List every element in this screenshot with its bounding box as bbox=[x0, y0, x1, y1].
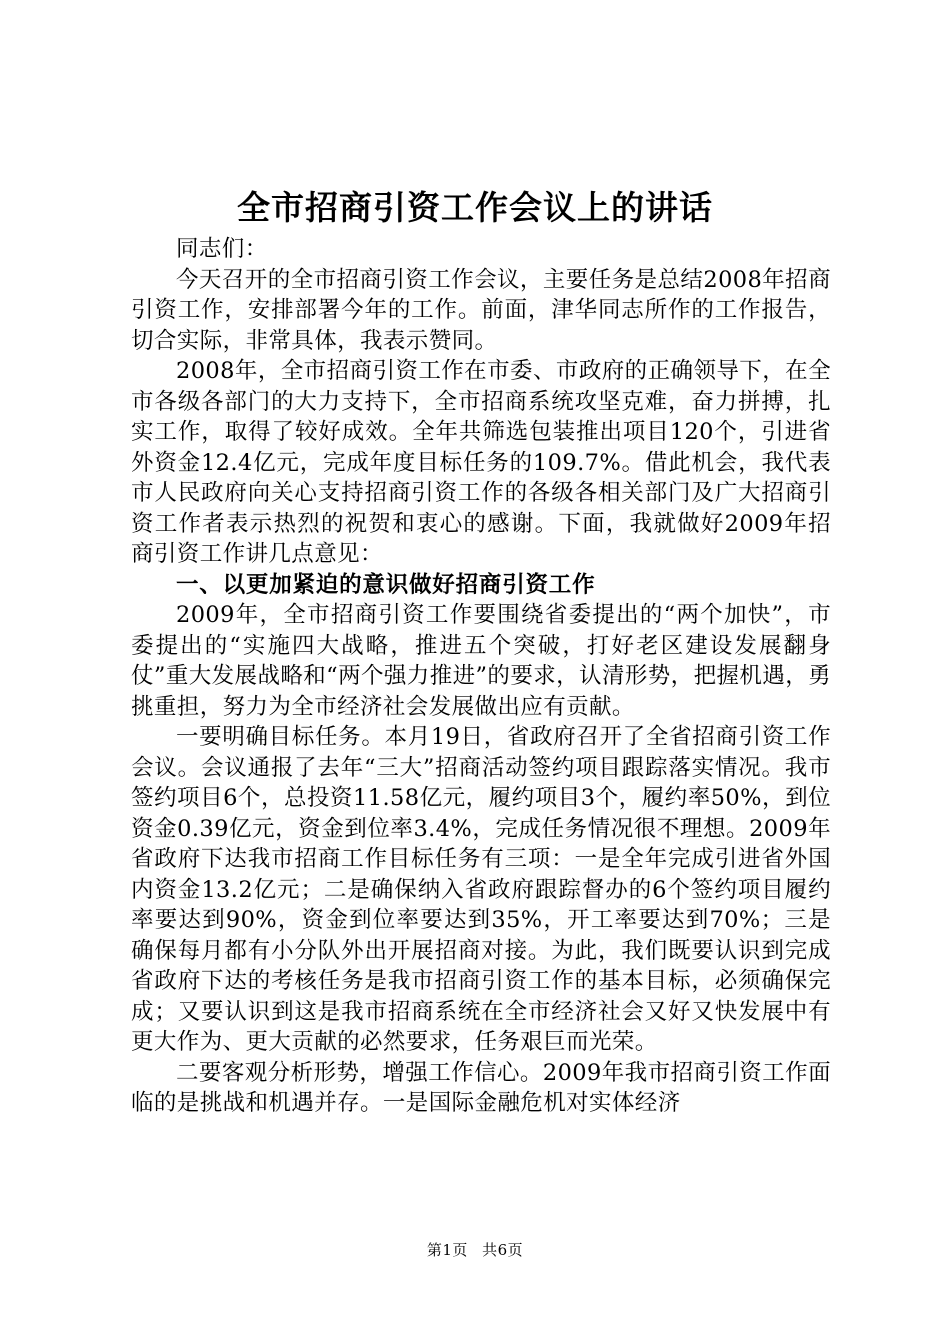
page-total: 共6页 bbox=[482, 1241, 524, 1259]
salutation: 同志们： bbox=[176, 236, 268, 262]
paragraph-review-2008: 2008年，全市招商引资工作在市委、市政府的正确领导下，在全市各级各部门的大力支持下，全市招商系统攻坚克难，奋力拼搏，扎实工作，取得了较好成效。全年共筛选包装推出项目120个，引进省外资金12.4亿元，完成年度目标任务的109.7%。借此机会，我代表市人民政府向关心支持招商引资工作的各级各相关部门及广大招商引资工作者表示热烈的祝贺和衷心的感谢。下面，我就做好2009年招商引资工作讲几点意见： bbox=[131, 358, 831, 567]
paragraph-2009-goals: 2009年，全市招商引资工作要围绕省委提出的“两个加快”，市委提出的“实施四大战略，推进五个突破，打好老区建设发展翻身仗”重大发展战略和“两个强力推进”的要求，认清形势，把握机遇，勇挑重担，努力为全市经济社会发展做出应有贡献。 bbox=[131, 602, 831, 720]
document-title: 全市招商引资工作会议上的讲话 bbox=[237, 188, 713, 227]
page-footer bbox=[0, 1240, 950, 1260]
paragraph-situation: 二要客观分析形势，增强工作信心。2009年我市招商引资工作面临的是挑战和机遇并存。一是国际金融危机对实体经济 bbox=[131, 1059, 831, 1116]
paragraph-intro: 今天召开的全市招商引资工作会议，主要任务是总结2008年招商引资工作，安排部署今年的工作。前面，津华同志所作的工作报告，切合实际，非常具体，我表示赞同。 bbox=[131, 266, 831, 354]
page-number: 第1页 bbox=[426, 1241, 468, 1259]
paragraph-targets: 一要明确目标任务。本月19日，省政府召开了全省招商引资工作会议。会议通报了去年“三大”招商活动签约项目跟踪落实情况。我市签约项目6个，总投资11.58亿元，履约项目3个，履约率50%，到位资金0.39亿元，资金到位率3.4%，完成任务情况很不理想。2009年省政府下达我市招商工作目标任务有三项：一是全年完成引进省外国内资金13.2亿元；二是确保纳入省政府跟踪督办的6个签约项目履约率要达到90%，资金到位率要达到35%，开工率要达到70%；三是确保每月都有小分队外出开展招商对接。为此，我们既要认识到完成省政府下达的考核任务是我市招商引资工作的基本目标，必须确保完成；又要认识到这是我市招商系统在全市经济社会又好又快发展中有更大作为、更大贡献的必然要求，任务艰巨而光荣。 bbox=[131, 724, 831, 1055]
document-body bbox=[131, 234, 831, 1119]
section-heading-1: 一、以更加紧迫的意识做好招商引资工作 bbox=[176, 571, 596, 598]
